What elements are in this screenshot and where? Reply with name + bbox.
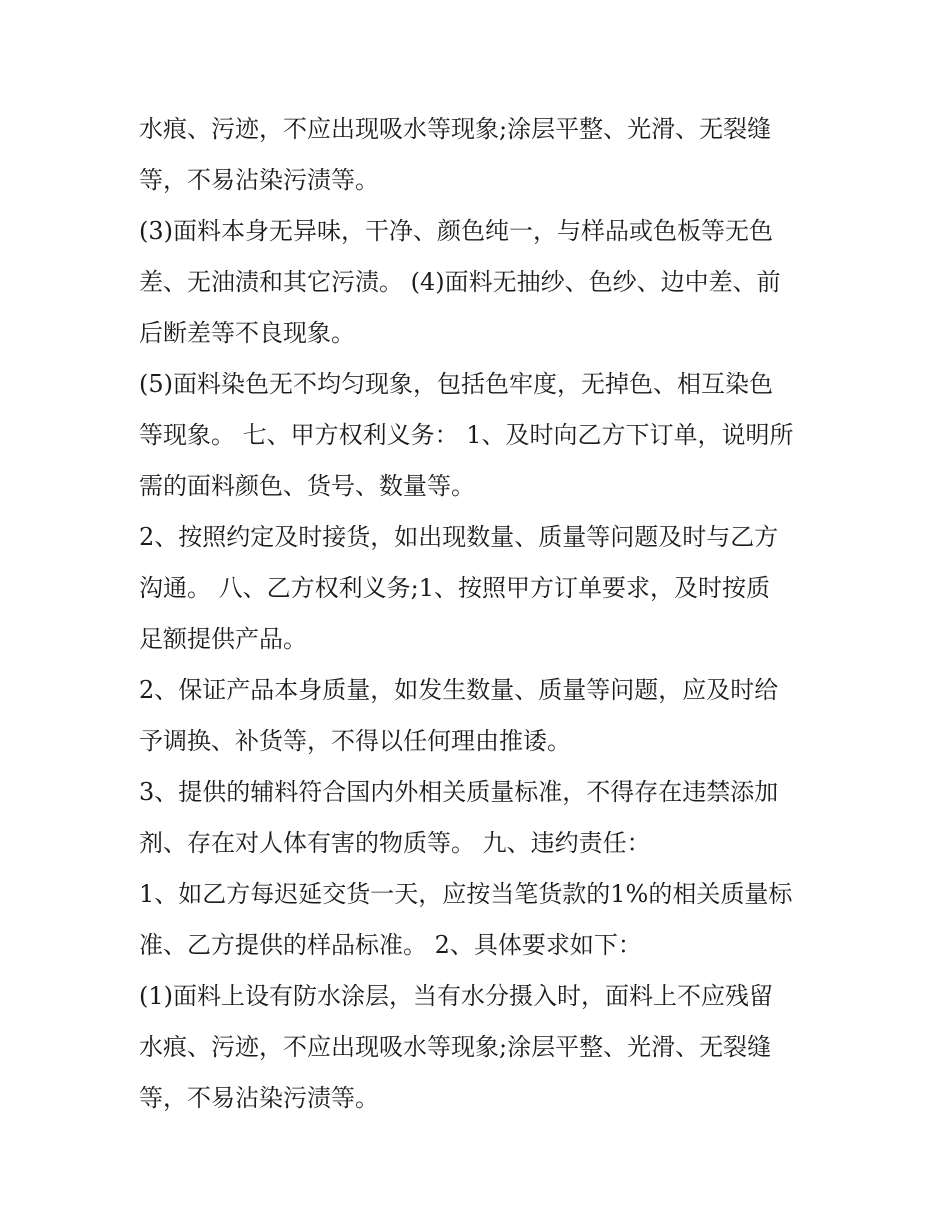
text-line: 等，不易沾染污渍等。 — [139, 1084, 379, 1112]
document-body — [139, 104, 819, 1124]
text-line: (5)面料染色无不均匀现象，包括色牢度，无掉色、相互染色 — [139, 370, 773, 398]
text-line: 2、按照约定及时接货，如出现数量、质量等问题及时与乙方 — [139, 523, 779, 551]
text-line: 后断差等不良现象。 — [139, 319, 355, 347]
text-line: 水痕、污迹，不应出现吸水等现象;涂层平整、光滑、无裂缝 — [139, 115, 772, 143]
text-line: 1、如乙方每迟延交货一天，应按当笔货款的1%的相关质量标 — [139, 880, 793, 908]
text-line: 水痕、污迹，不应出现吸水等现象;涂层平整、光滑、无裂缝 — [139, 1033, 772, 1061]
text-line: (3)面料本身无异味，干净、颜色纯一，与样品或色板等无色 — [139, 217, 773, 245]
text-line: 差、无油渍和其它污渍。 (4)面料无抽纱、色纱、边中差、前 — [139, 268, 781, 296]
text-line: 准、乙方提供的样品标准。 2、具体要求如下： — [139, 931, 642, 959]
text-line: 3、提供的辅料符合国内外相关质量标准，不得存在违禁添加 — [139, 778, 779, 806]
text-line: 等现象。 七、甲方权利义务： 1、及时向乙方下订单，说明所 — [139, 421, 794, 449]
text-line: 等，不易沾染污渍等。 — [139, 166, 379, 194]
text-line: 需的面料颜色、货号、数量等。 — [139, 472, 475, 500]
text-line: 2、保证产品本身质量，如发生数量、质量等问题，应及时给 — [139, 676, 779, 704]
text-line: 足额提供产品。 — [139, 625, 307, 653]
text-line: 沟通。 八、乙方权利义务;1、按照甲方订单要求，及时按质 — [139, 574, 770, 602]
text-line: 予调换、补货等，不得以任何理由推诿。 — [139, 727, 571, 755]
text-line: 剂、存在对人体有害的物质等。 九、违约责任： — [139, 829, 651, 857]
text-line: (1)面料上设有防水涂层，当有水分摄入时，面料上不应残留 — [139, 982, 773, 1010]
